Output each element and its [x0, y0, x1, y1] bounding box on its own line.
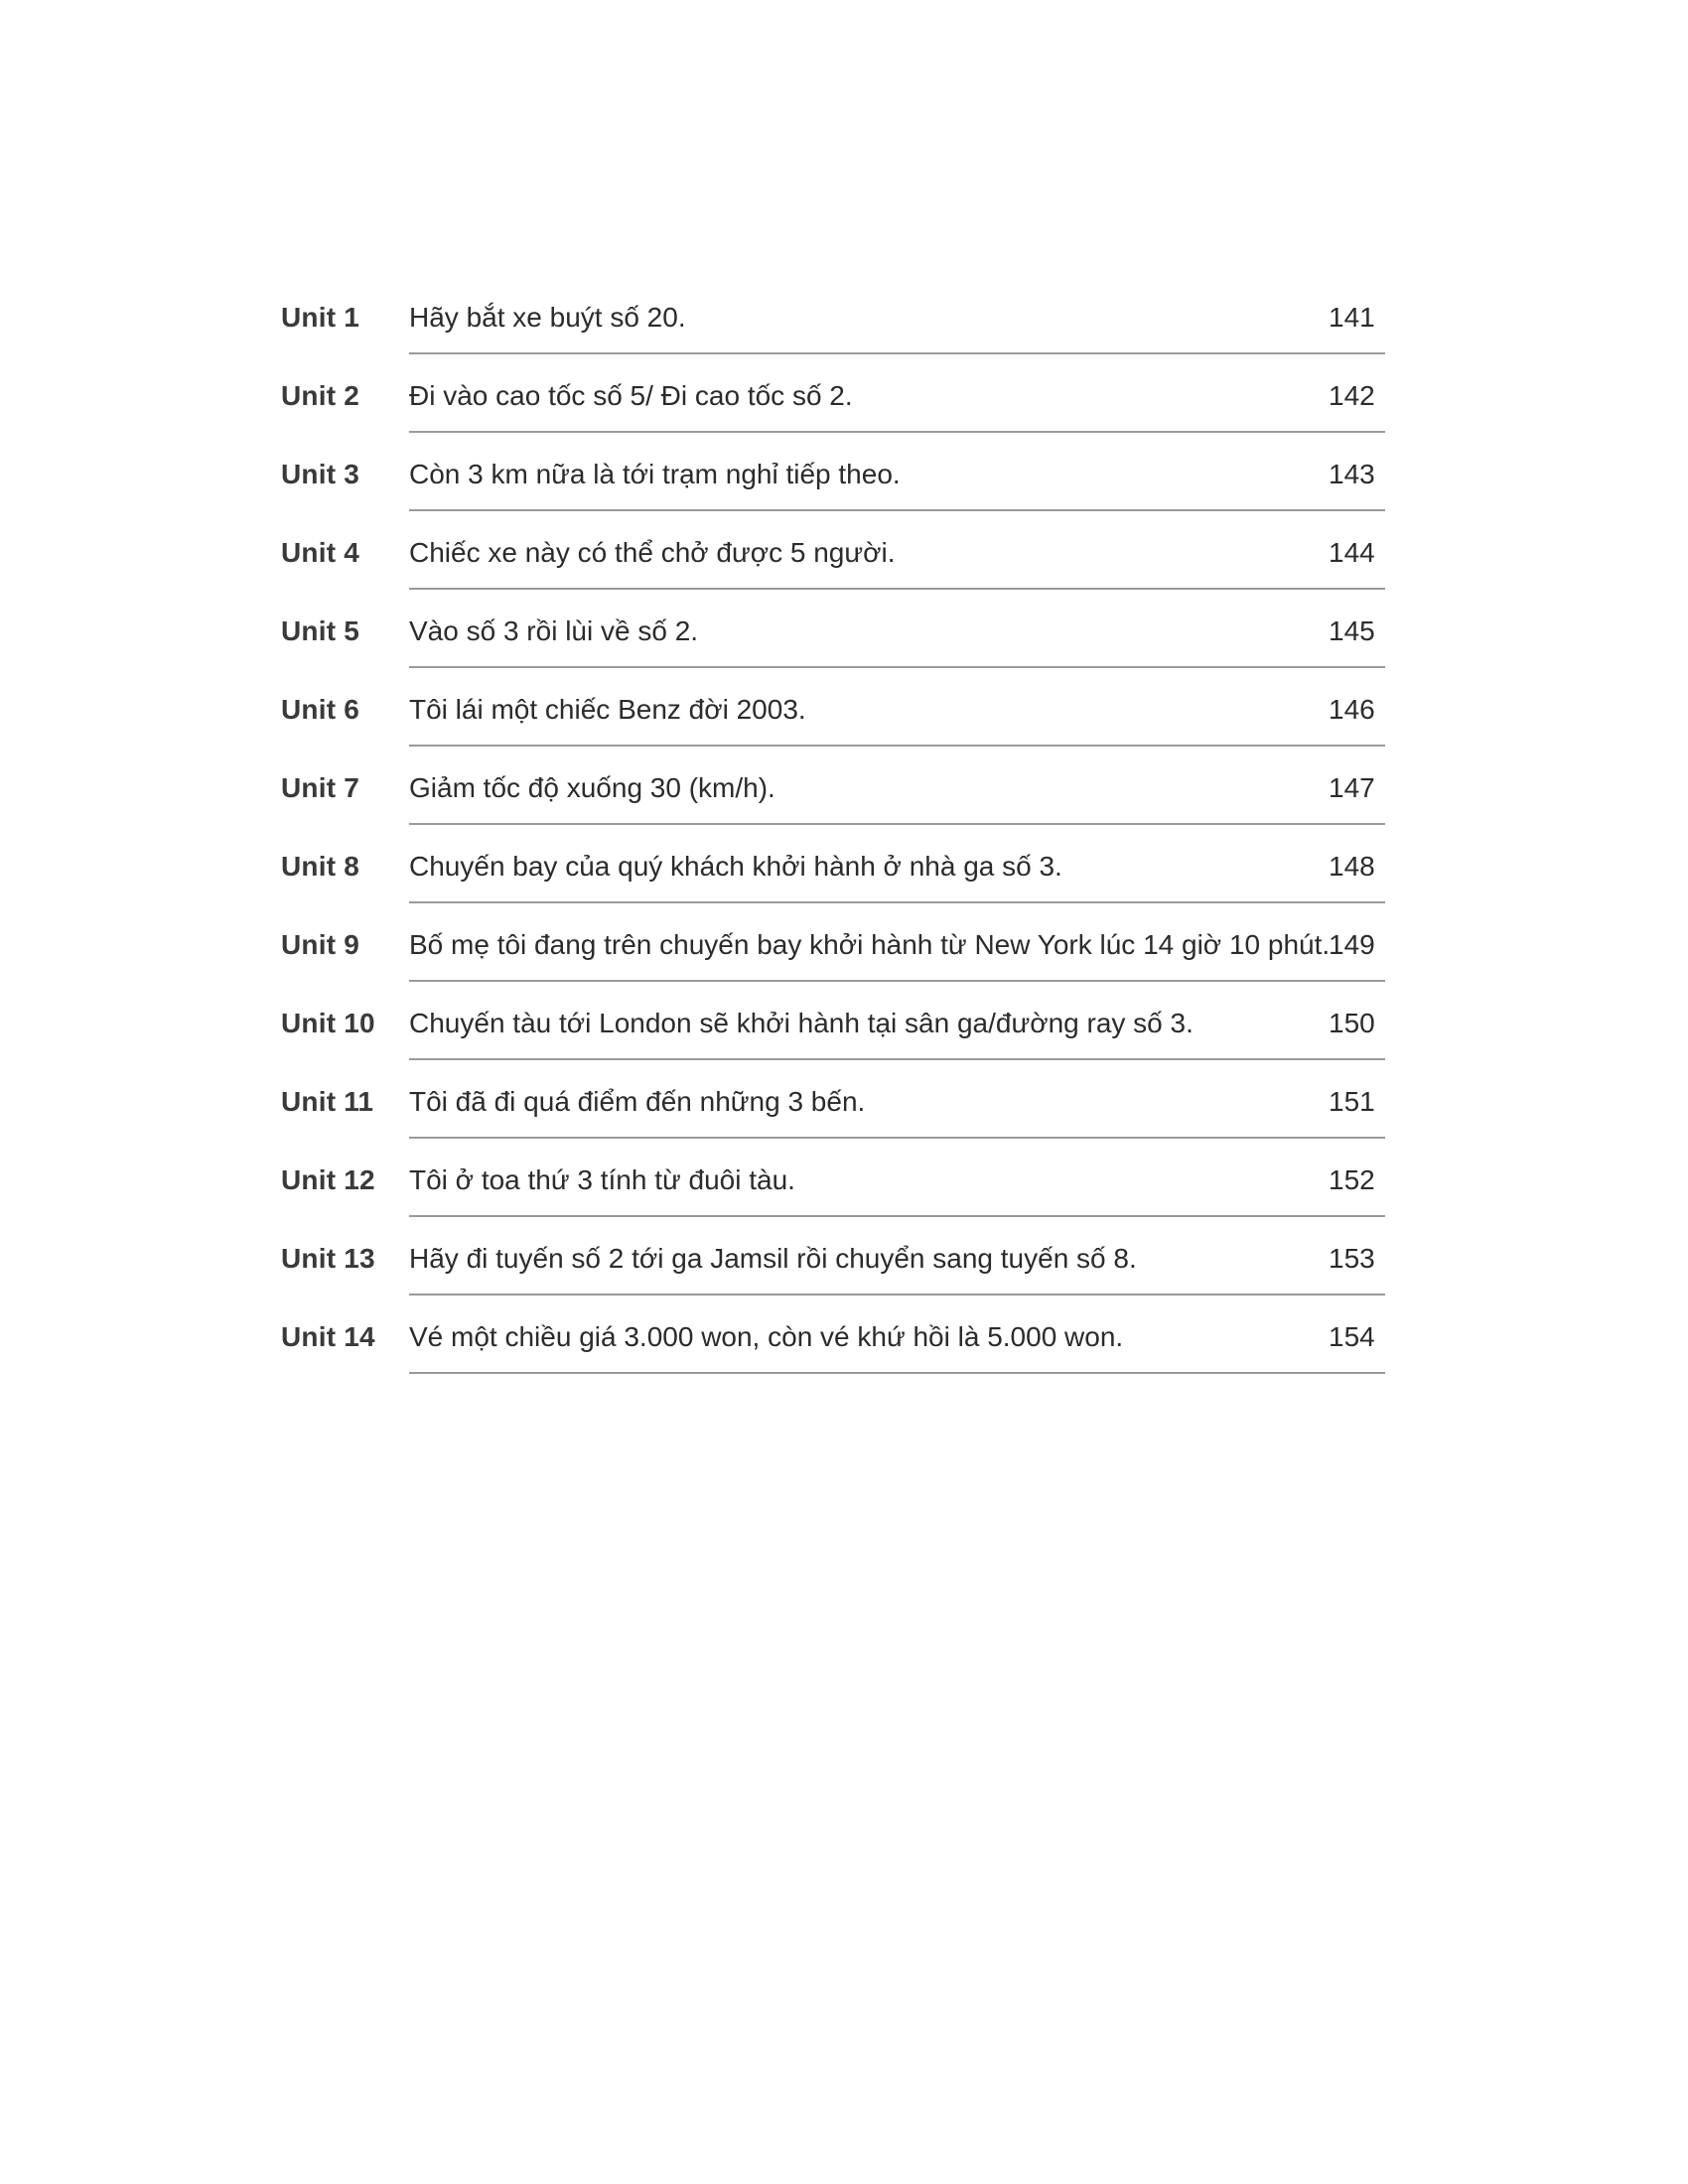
- toc-entry-unit-4[interactable]: [281, 525, 1385, 604]
- page-number: 147: [1329, 772, 1375, 803]
- unit-label: Unit 10: [281, 1008, 375, 1038]
- unit-title: Hãy bắt xe buýt số 20.: [409, 302, 686, 333]
- unit-title: Vào số 3 rồi lùi về số 2.: [409, 615, 699, 646]
- toc-entry-unit-8[interactable]: [281, 839, 1385, 917]
- page-number: 141: [1329, 302, 1375, 333]
- page-number: 154: [1329, 1321, 1375, 1352]
- divider: [409, 1137, 1385, 1139]
- page-number: 142: [1329, 380, 1375, 411]
- divider: [409, 1294, 1385, 1296]
- page-number: 148: [1329, 851, 1375, 882]
- unit-title: Chuyến bay của quý khách khởi hành ở nhà ga số 3.: [409, 851, 1062, 882]
- unit-label: Unit 12: [281, 1164, 375, 1195]
- unit-label: Unit 13: [281, 1243, 375, 1274]
- page-number: 150: [1329, 1008, 1375, 1038]
- unit-label: Unit 2: [281, 380, 359, 411]
- toc-entry-unit-13[interactable]: [281, 1231, 1385, 1309]
- toc-entry-unit-9[interactable]: [281, 917, 1385, 996]
- toc-entry-unit-7[interactable]: [281, 760, 1385, 839]
- page-number: 152: [1329, 1164, 1375, 1195]
- page-number: 144: [1329, 537, 1375, 568]
- unit-title: Vé một chiều giá 3.000 won, còn vé khứ hồi là 5.000 won.: [409, 1321, 1124, 1352]
- unit-title: Chiếc xe này có thể chở được 5 người.: [409, 537, 896, 568]
- unit-title: Giảm tốc độ xuống 30 (km/h).: [409, 772, 775, 803]
- divider: [409, 1372, 1385, 1374]
- unit-title: Tôi lái một chiếc Benz đời 2003.: [409, 694, 806, 725]
- divider: [409, 666, 1385, 668]
- divider: [409, 509, 1385, 511]
- unit-title: Hãy đi tuyến số 2 tới ga Jamsil rồi chuyển sang tuyến số 8.: [409, 1243, 1137, 1274]
- unit-title: Bố mẹ tôi đang trên chuyến bay khởi hành từ New York lúc 14 giờ 10 phút.: [409, 929, 1331, 960]
- unit-label: Unit 7: [281, 772, 359, 803]
- unit-label: Unit 5: [281, 615, 359, 646]
- divider: [409, 588, 1385, 590]
- toc-entry-unit-11[interactable]: [281, 1074, 1385, 1153]
- page-number: 149: [1329, 929, 1375, 960]
- unit-label: Unit 4: [281, 537, 359, 568]
- unit-label: Unit 14: [281, 1321, 375, 1352]
- toc-entry-unit-12[interactable]: [281, 1153, 1385, 1231]
- unit-label: Unit 6: [281, 694, 359, 725]
- toc-entry-unit-5[interactable]: [281, 604, 1385, 682]
- table-of-contents: [281, 290, 1385, 1388]
- divider: [409, 901, 1385, 903]
- unit-title: Đi vào cao tốc số 5/ Đi cao tốc số 2.: [409, 380, 853, 411]
- divider: [409, 823, 1385, 825]
- toc-entry-unit-3[interactable]: [281, 447, 1385, 525]
- page-number: 143: [1329, 459, 1375, 489]
- page-number: 145: [1329, 615, 1375, 646]
- unit-title: Tôi ở toa thứ 3 tính từ đuôi tàu.: [409, 1164, 795, 1195]
- toc-entry-unit-1[interactable]: [281, 290, 1385, 368]
- unit-label: Unit 1: [281, 302, 359, 333]
- toc-entry-unit-2[interactable]: [281, 368, 1385, 447]
- divider: [409, 980, 1385, 982]
- unit-label: Unit 8: [281, 851, 359, 882]
- divider: [409, 431, 1385, 433]
- toc-entry-unit-6[interactable]: [281, 682, 1385, 760]
- page-number: 153: [1329, 1243, 1375, 1274]
- divider: [409, 745, 1385, 747]
- page-number: 146: [1329, 694, 1375, 725]
- unit-title: Chuyến tàu tới London sẽ khởi hành tại sân ga/đường ray số 3.: [409, 1008, 1194, 1038]
- unit-label: Unit 3: [281, 459, 359, 489]
- divider: [409, 1058, 1385, 1060]
- divider: [409, 1215, 1385, 1217]
- divider: [409, 352, 1385, 354]
- page-number: 151: [1329, 1086, 1375, 1117]
- toc-entry-unit-10[interactable]: [281, 996, 1385, 1074]
- unit-label: Unit 11: [281, 1086, 374, 1117]
- toc-entry-unit-14[interactable]: [281, 1309, 1385, 1388]
- unit-title: Tôi đã đi quá điểm đến những 3 bến.: [409, 1086, 866, 1117]
- unit-label: Unit 9: [281, 929, 359, 960]
- unit-title: Còn 3 km nữa là tới trạm nghỉ tiếp theo.: [409, 459, 901, 489]
